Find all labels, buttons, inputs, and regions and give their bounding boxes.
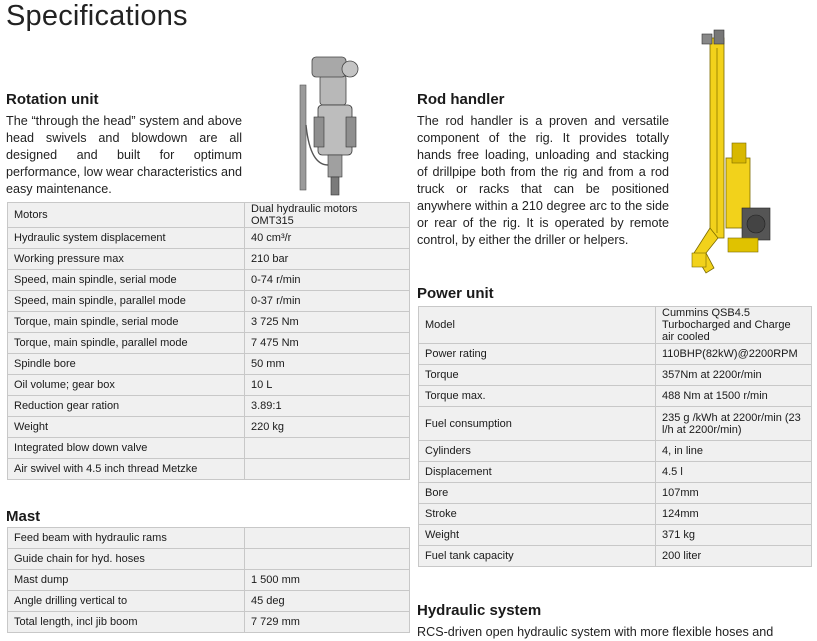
spec-label: Torque, main spindle, parallel mode [8, 333, 245, 354]
hydraulic-system-heading: Hydraulic system [417, 602, 542, 619]
rod-handler-illustration [684, 28, 774, 278]
table-row [419, 386, 812, 407]
spec-label: Speed, main spindle, parallel mode [8, 291, 245, 312]
spec-value: 4.5 l [656, 462, 812, 483]
spec-label: Total length, incl jib boom [8, 612, 245, 633]
rotation-unit-heading: Rotation unit [6, 91, 99, 108]
table-row [8, 333, 410, 354]
spec-label: Torque max. [419, 386, 656, 407]
spec-label: Hydraulic system displacement [8, 228, 245, 249]
spec-label: Torque, main spindle, serial mode [8, 312, 245, 333]
table-row [8, 270, 410, 291]
spec-label: Motors [8, 203, 245, 228]
spec-label: Cylinders [419, 441, 656, 462]
table-row [419, 307, 812, 344]
spec-label: Mast dump [8, 570, 245, 591]
spec-label: Feed beam with hydraulic rams [8, 528, 245, 549]
table-row [8, 203, 410, 228]
rotation-unit-table [7, 202, 410, 480]
table-row [8, 591, 410, 612]
table-row [8, 417, 410, 438]
table-row [8, 459, 410, 480]
rod-handler-description: The rod handler is a proven and versatile component of the rig. It provides totally hands free loading, unloading and stacking of drillpipe both from the rig and from a rod truck or racks that can be positioned anywhere within a 210 degree arc to the side or rear of the rig. It is operated by remote control, by either the driller or helpers. [417, 114, 669, 247]
spec-value: 3 725 Nm [245, 312, 410, 333]
table-row [8, 354, 410, 375]
spec-label: Reduction gear ration [8, 396, 245, 417]
spec-value: 488 Nm at 1500 r/min [656, 386, 812, 407]
table-row [419, 525, 812, 546]
spec-label: Oil volume; gear box [8, 375, 245, 396]
spec-value: Dual hydraulic motors OMT315 [245, 203, 410, 228]
hydraulic-system-description: RCS-driven open hydraulic system with more flexible hoses and [417, 625, 774, 639]
table-row [419, 365, 812, 386]
table-row [419, 344, 812, 365]
spec-label: Model [419, 307, 656, 344]
table-row [8, 612, 410, 633]
spec-label: Bore [419, 483, 656, 504]
spec-label: Power rating [419, 344, 656, 365]
table-row [419, 462, 812, 483]
spec-value: 110BHP(82kW)@2200RPM [656, 344, 812, 365]
spec-label: Air swivel with 4.5 inch thread Metzke [8, 459, 245, 480]
spec-value: 0-74 r/min [245, 270, 410, 291]
spec-value: 3.89:1 [245, 396, 410, 417]
spec-value: 4, in line [656, 441, 812, 462]
spec-value: 124mm [656, 504, 812, 525]
spec-value: 200 liter [656, 546, 812, 567]
table-row [8, 570, 410, 591]
table-row [419, 546, 812, 567]
table-row [8, 312, 410, 333]
spec-label: Fuel consumption [419, 407, 656, 441]
table-row [419, 441, 812, 462]
table-row [8, 549, 410, 570]
spec-label: Stroke [419, 504, 656, 525]
table-row [419, 407, 812, 441]
table-row [419, 483, 812, 504]
spec-label: Spindle bore [8, 354, 245, 375]
spec-label: Displacement [419, 462, 656, 483]
spec-label: Speed, main spindle, serial mode [8, 270, 245, 291]
spec-value: 45 deg [245, 591, 410, 612]
spec-value: 107mm [656, 483, 812, 504]
table-row [8, 228, 410, 249]
spec-value: 0-37 r/min [245, 291, 410, 312]
spec-value: 40 cm³/r [245, 228, 410, 249]
spec-label: Guide chain for hyd. hoses [8, 549, 245, 570]
spec-value: Cummins QSB4.5 Turbocharged and Charge air cooled [656, 307, 812, 344]
spec-value: 50 mm [245, 354, 410, 375]
table-row [419, 504, 812, 525]
spec-label: Torque [419, 365, 656, 386]
power-unit-heading: Power unit [417, 285, 494, 302]
table-row [8, 396, 410, 417]
spec-value [245, 549, 410, 570]
table-row [8, 528, 410, 549]
spec-value [245, 459, 410, 480]
spec-value: 7 729 mm [245, 612, 410, 633]
rotation-unit-description: The “through the head” system and above head swivels and blowdown are all designed and built for optimum performance, low wear characteristics and easy maintenance. [6, 114, 242, 196]
table-row [8, 375, 410, 396]
mast-table [7, 527, 410, 633]
table-row [8, 438, 410, 459]
spec-label: Weight [8, 417, 245, 438]
spec-value: 220 kg [245, 417, 410, 438]
spec-value [245, 438, 410, 459]
spec-value: 1 500 mm [245, 570, 410, 591]
spec-label: Angle drilling vertical to [8, 591, 245, 612]
rod-handler-heading: Rod handler [417, 91, 505, 108]
spec-value: 371 kg [656, 525, 812, 546]
page-title: Specifications [6, 0, 188, 32]
spec-label: Integrated blow down valve [8, 438, 245, 459]
mast-heading: Mast [6, 508, 41, 525]
spec-value: 210 bar [245, 249, 410, 270]
spec-value [245, 528, 410, 549]
spec-value: 235 g /kWh at 2200r/min (23 l/h at 2200r/min) [656, 407, 812, 441]
spec-label: Weight [419, 525, 656, 546]
table-row [8, 291, 410, 312]
spec-value: 357Nm at 2200r/min [656, 365, 812, 386]
spec-value: 10 L [245, 375, 410, 396]
spec-label: Fuel tank capacity [419, 546, 656, 567]
power-unit-table [418, 306, 812, 567]
spec-value: 7 475 Nm [245, 333, 410, 354]
table-row [8, 249, 410, 270]
spec-label: Working pressure max [8, 249, 245, 270]
rotation-unit-illustration [290, 55, 370, 200]
